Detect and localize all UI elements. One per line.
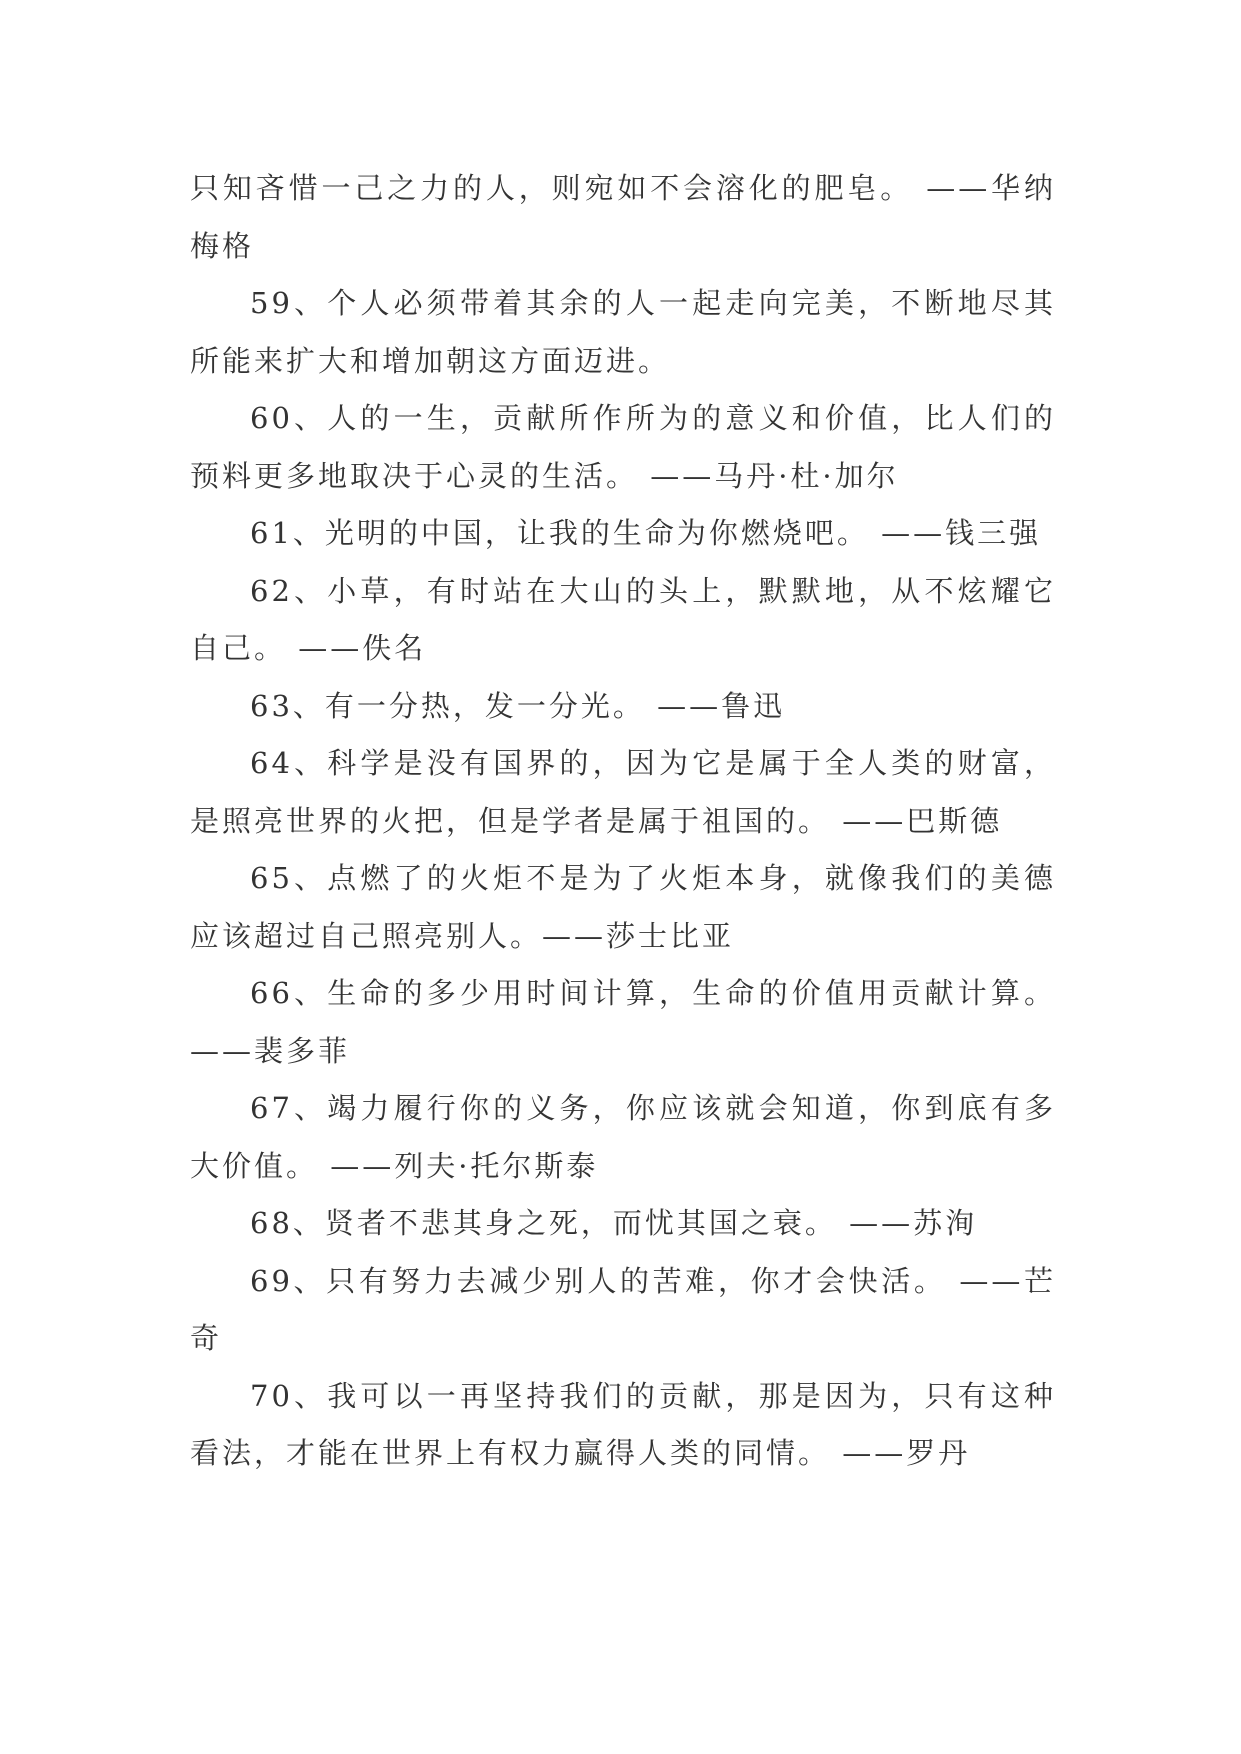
quote-paragraph-65: 65、点燃了的火炬不是为了火炬本身，就像我们的美德应该超过自己照亮别人。——莎士比亚: [190, 861, 1056, 953]
quote-paragraph-67: 67、竭力履行你的义务，你应该就会知道，你到底有多大价值。 ——列夫·托尔斯泰: [190, 1091, 1056, 1183]
quote-paragraph-61: 61、光明的中国，让我的生命为你燃烧吧。 ——钱三强: [250, 516, 1042, 550]
quote-paragraph-70: 70、我可以一再坚持我们的贡献，那是因为，只有这种看法，才能在世界上有权力赢得人类的同情。 ——罗丹: [190, 1378, 1056, 1470]
quote-paragraph-60: 60、人的一生，贡献所作所为的意义和价值，比人们的预料更多地取决于心灵的生活。 ——马丹·杜·加尔: [190, 401, 1056, 493]
document-body: [190, 160, 1056, 1483]
quote-paragraph-63: 63、有一分热，发一分光。 ——鲁迅: [250, 688, 786, 723]
quote-paragraph-68: 68、贤者不悲其身之死，而忧其国之衰。 ——苏洵: [250, 1206, 978, 1240]
quote-paragraph-66: 66、生命的多少用时间计算，生命的价值用贡献计算。——裴多菲: [190, 976, 1056, 1068]
quote-paragraph-69: 69、只有努力去减少别人的苦难，你才会快活。 ——芒奇: [190, 1263, 1056, 1355]
quote-paragraph-59: 59、个人必须带着其余的人一起走向完美，不断地尽其所能来扩大和增加朝这方面迈进。: [190, 286, 1056, 378]
quote-paragraph-64: 64、科学是没有国界的，因为它是属于全人类的财富，是照亮世界的火把，但是学者是属于祖国的。 ——巴斯德: [190, 746, 1056, 838]
quote-paragraph: 只知吝惜一己之力的人，则宛如不会溶化的肥皂。 ——华纳梅格: [190, 171, 1056, 263]
quote-paragraph-62: 62、小草，有时站在大山的头上，默默地，从不炫耀它自己。 ——佚名: [190, 573, 1056, 665]
